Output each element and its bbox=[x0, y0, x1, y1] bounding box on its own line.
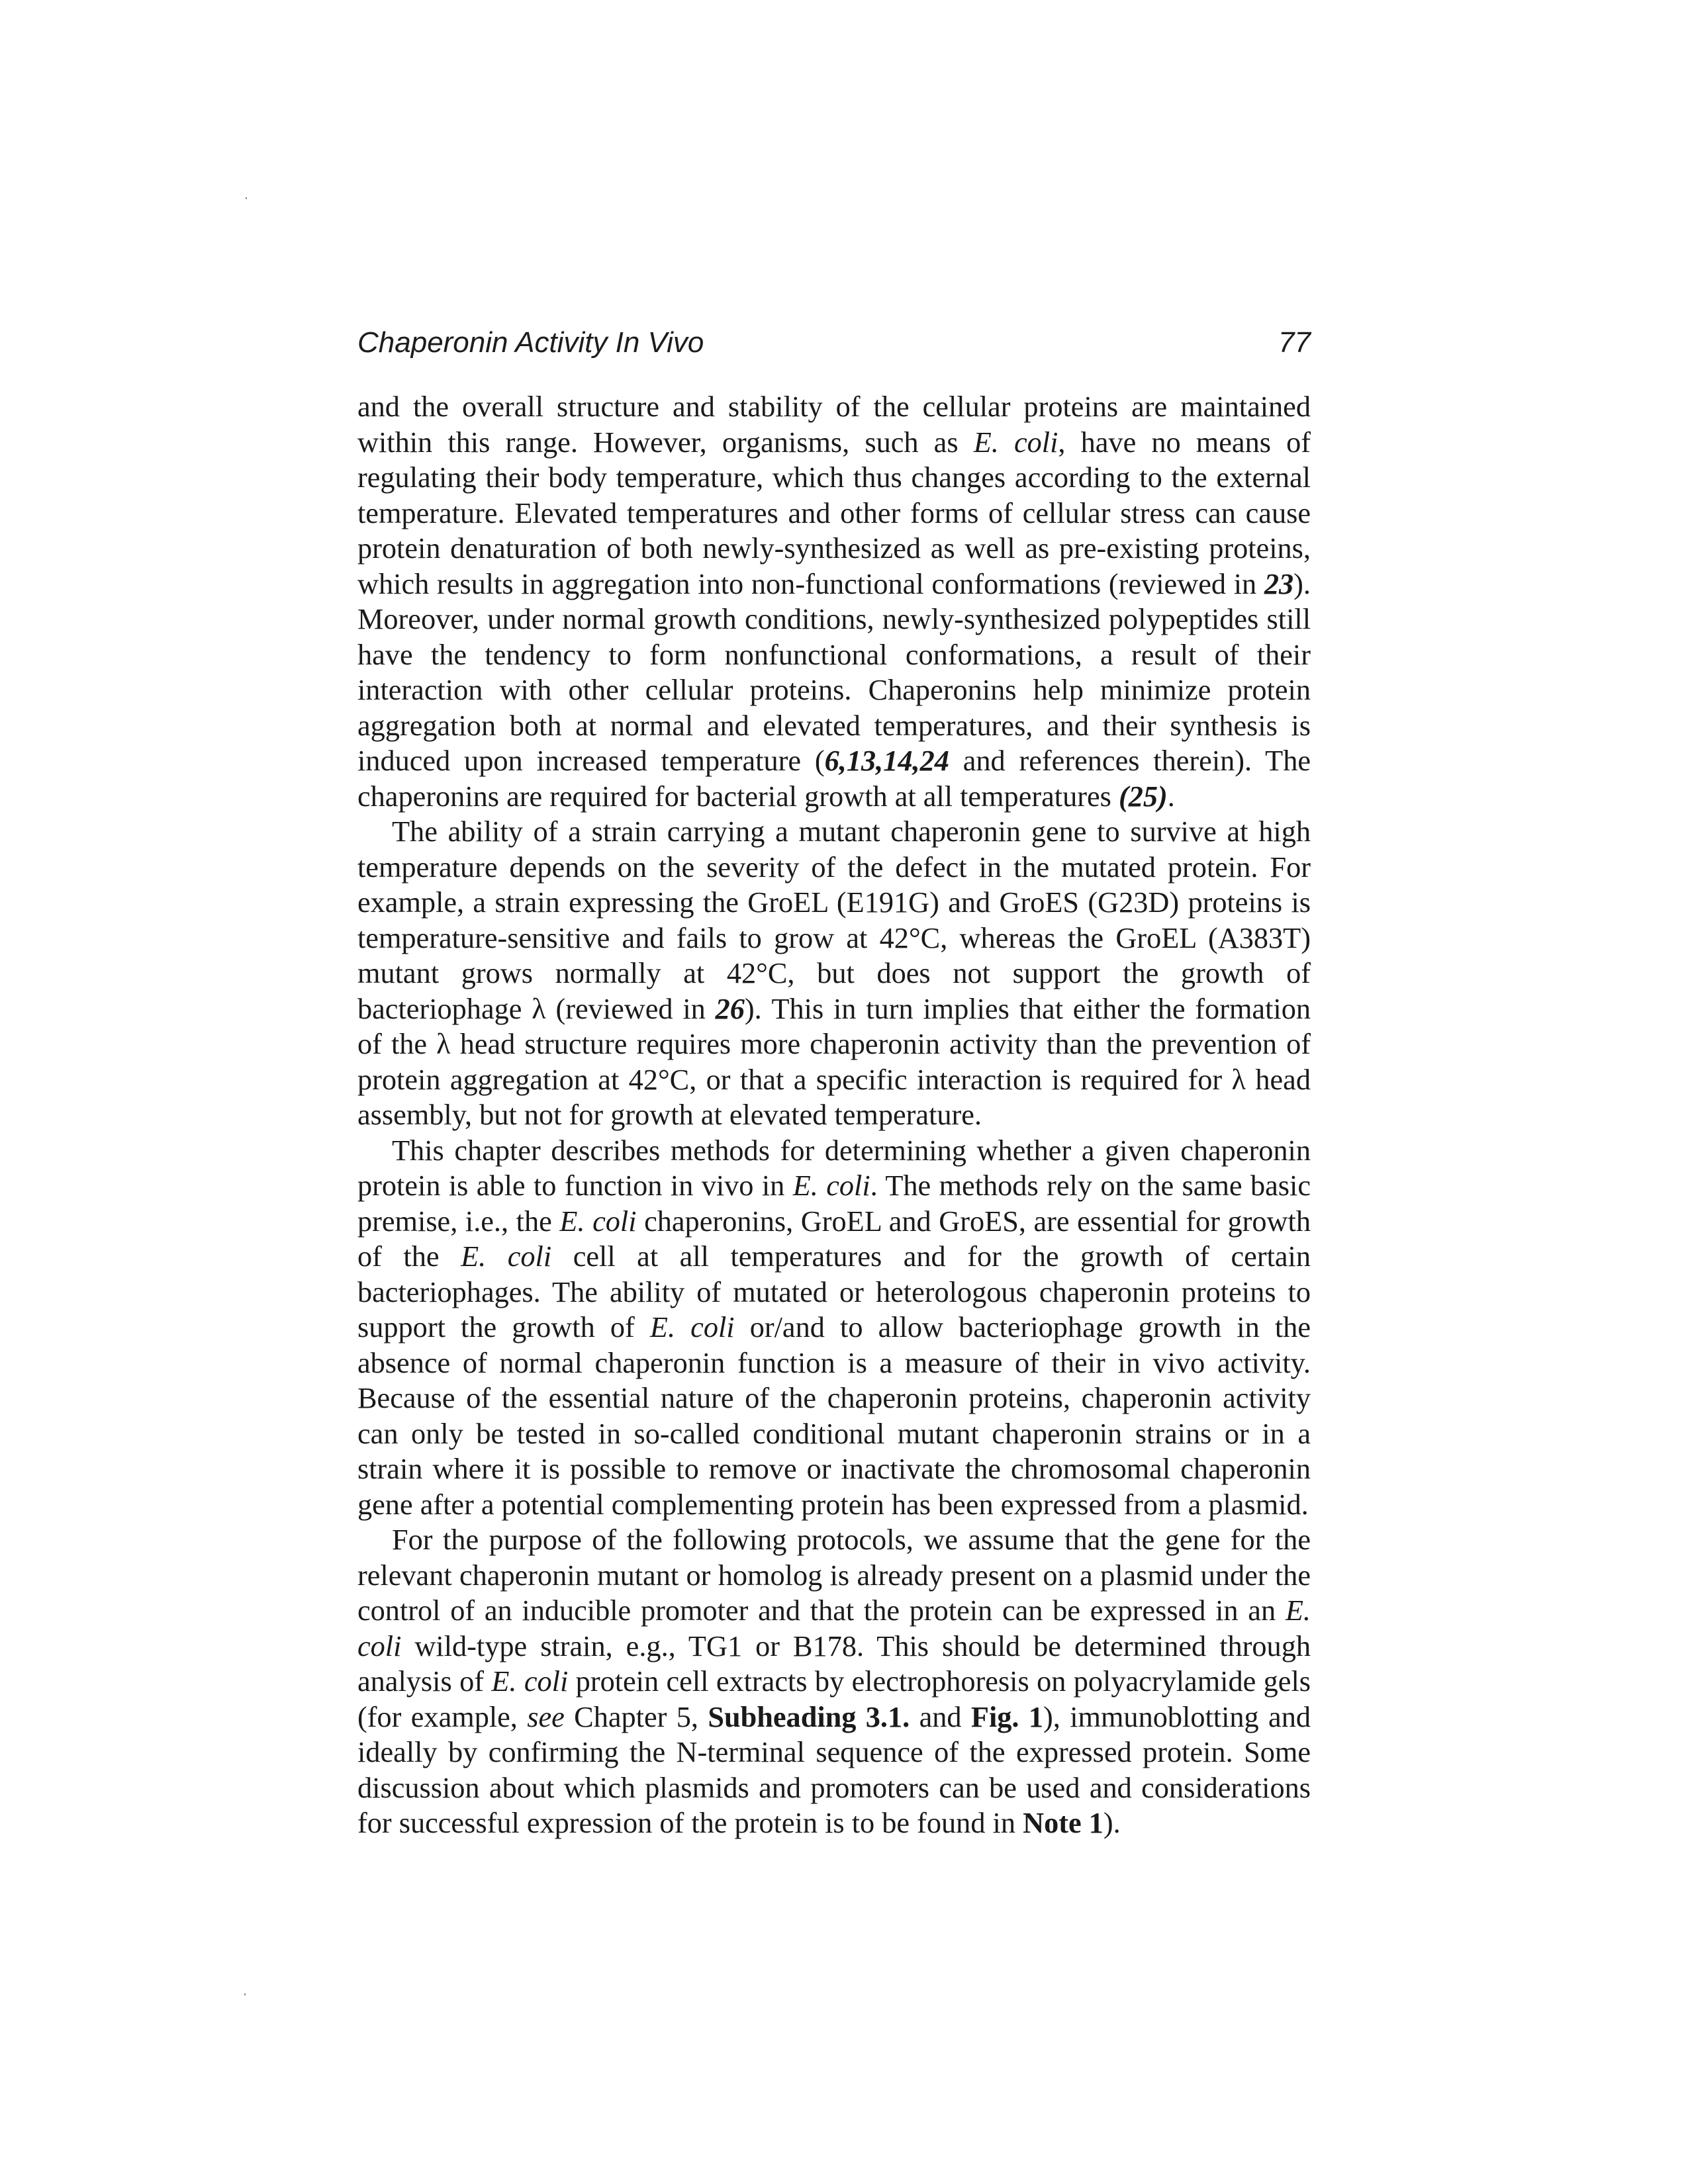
text-span: protein cell extracts by electrophoresis on polyacrylamide gels (for example, bbox=[357, 1665, 1311, 1733]
text-span: cell at all temperatures and for the growth of certain bacteriophages. The ability of mutated or heterologous chaperonin proteins to support the growth of bbox=[357, 1240, 1311, 1343]
text-span: ). This in turn implies that either the formation of the λ head structure requires more chaperonin activity than the prevention of protein aggregation at 42°C, or that a specific interaction is required for λ head assembly, but not for growth at elevated temperature. bbox=[357, 992, 1311, 1131]
paragraph-2 bbox=[357, 814, 1311, 1133]
note-reference: Note 1 bbox=[1023, 1807, 1103, 1839]
species-name: E. coli bbox=[973, 426, 1058, 459]
paragraph-4 bbox=[357, 1522, 1311, 1841]
text-span: ), immunoblotting and ideally by confirming the N-terminal sequence of the expressed protein. Some discussion about which plasmids and promoters can be used and considerations for successful expression of the protein is to be found in bbox=[357, 1700, 1311, 1839]
page-header bbox=[357, 323, 1311, 363]
margin-mark bbox=[244, 1993, 246, 1995]
text-span: ). bbox=[1103, 1807, 1121, 1839]
text-span: , have no means of regulating their body temperature, which thus changes according to the external temperature. Elevated temperatures and other forms of cellular stress can cause protein denaturation of both newly-synthesized as well as pre-existing proteins, which results in aggregation into non-functional conformations (reviewed in bbox=[357, 426, 1311, 600]
text-span: For the purpose of the following protocols, we assume that the gene for the relevant chaperonin mutant or homolog is already present on a plasmid under the control of an inducible promoter and that the protein can be expressed in an bbox=[357, 1524, 1311, 1627]
subheading-reference: Subheading 3.1. bbox=[708, 1700, 910, 1733]
species-name: E. coli bbox=[461, 1240, 552, 1273]
species-name: E. coli bbox=[357, 1594, 1311, 1662]
citation-ref: 23 bbox=[1264, 567, 1294, 600]
species-name: E. coli bbox=[559, 1205, 637, 1238]
citation-ref: 26 bbox=[715, 992, 745, 1025]
running-title: Chaperonin Activity In Vivo bbox=[357, 326, 704, 359]
text-span: The ability of a strain carrying a mutant chaperonin gene to survive at high temperature depends on the severity of the defect in the mutated protein. For example, a strain expressing the GroEL (E191G) and GroES (G23D) proteins is temperature-sensitive and fails to grow at 42°C, whereas the GroEL (A383T) mutant grows normally at 42°C, but does not support the growth of bacteriophage λ (reviewed in bbox=[357, 815, 1311, 1025]
text-span: Chapter 5, bbox=[564, 1700, 708, 1733]
species-name: E. coli bbox=[792, 1169, 870, 1202]
text-span: This chapter describes methods for determining whether a given chaperonin protein is able to function in vivo in bbox=[357, 1134, 1311, 1202]
species-name: E. coli bbox=[491, 1665, 569, 1698]
citation-ref: 6,13,14,24 bbox=[824, 745, 949, 777]
page-number: 77 bbox=[1278, 326, 1311, 359]
text-span: . bbox=[1167, 780, 1175, 813]
margin-mark bbox=[246, 197, 247, 199]
text-span: chaperonins, GroEL and GroES, are essential for growth of the bbox=[357, 1205, 1311, 1273]
see-reference: see bbox=[527, 1700, 565, 1733]
text-span: wild-type strain, e.g., TG1 or B178. This should be determined through analysis of bbox=[357, 1629, 1311, 1698]
citation-ref: (25) bbox=[1118, 780, 1168, 813]
figure-reference: Fig. 1 bbox=[970, 1700, 1044, 1733]
text-span: and bbox=[910, 1700, 971, 1733]
text-span: or/and to allow bacteriophage growth in the absence of normal chaperonin function is a measure of their in vivo activity. Because of the essential nature of the chaperonin proteins, chaperonin activity can only be tested in so-called conditional mutant chaperonin strains or in a strain where it is possible to remove or inactivate the chromosomal chaperonin gene after a potential complementing protein has been expressed from a plasmid. bbox=[357, 1311, 1311, 1521]
species-name: E. coli bbox=[649, 1311, 735, 1343]
body-text bbox=[357, 389, 1311, 1841]
paragraph-1 bbox=[357, 389, 1311, 814]
paragraph-3 bbox=[357, 1133, 1311, 1523]
text-span: and the overall structure and stability of the cellular proteins are maintained within this range. However, organisms, such as bbox=[357, 390, 1311, 459]
text-span: and references therein). The chaperonins are required for bacterial growth at all temperatures bbox=[357, 745, 1311, 813]
text-span: ). Moreover, under normal growth conditions, newly-synthesized polypeptides still have the tendency to form nonfunctional conformations, a result of their interaction with other cellular proteins. Chaperonins help minimize protein aggregation both at normal and elevated temperatures, and their synthesis is induced upon increased temperature ( bbox=[357, 567, 1311, 777]
text-span: . The methods rely on the same basic premise, i.e., the bbox=[357, 1169, 1311, 1238]
